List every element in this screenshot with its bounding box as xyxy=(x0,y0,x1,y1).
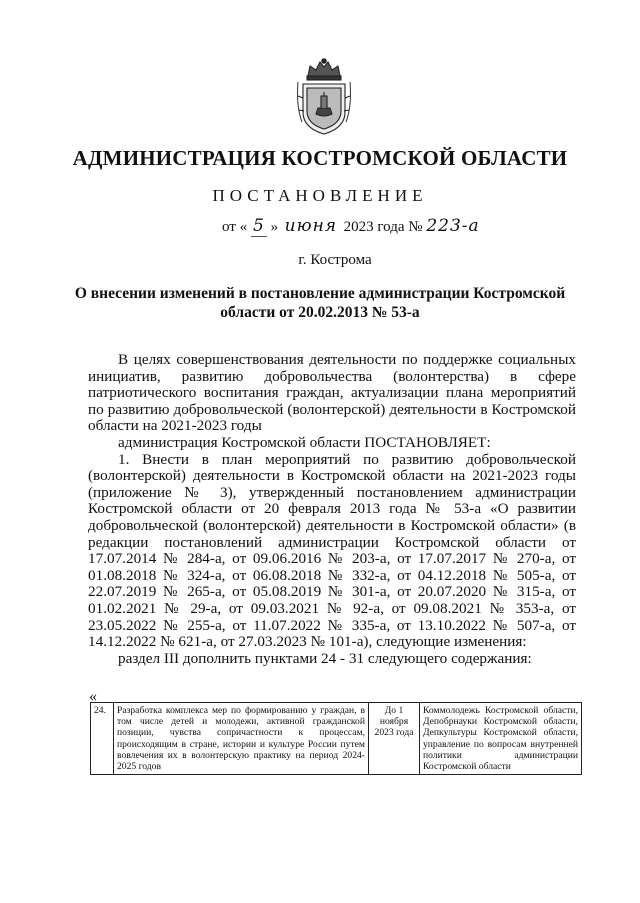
plan-table xyxy=(90,702,582,775)
document-body xyxy=(88,352,576,667)
table-row xyxy=(91,703,582,775)
section-paragraph: раздел III дополнить пунктами 24 - 31 следующего содержания: xyxy=(118,649,532,667)
row-action: Разработка комплекса мер по формированию у граждан, в том числе детей и молодежи, активной гражданской позиции, чувства сопричастности к процессам, происходящим в стране, истории и культуре России путем вовлечения их в волонтерскую практику на период 2024-2025 годов xyxy=(114,703,369,775)
date-month-handwritten: июня xyxy=(284,216,338,236)
row-responsible: Коммолодежь Костромской области, Депобрнауки Костромской области, Депкультуры Костромской области, управление по вопросам внутренней политики администрации Костромской области xyxy=(420,703,582,775)
organization-title: АДМИНИСТРАЦИЯ КОСТРОМСКОЙ ОБЛАСТИ xyxy=(72,146,568,170)
document-type: ПОСТАНОВЛЕНИЕ xyxy=(212,186,428,205)
coat-of-arms-emblem xyxy=(294,56,354,138)
city: г. Кострома xyxy=(298,252,372,268)
date-day-handwritten: 5 xyxy=(251,216,267,237)
subject-title: О внесении изменений в постановление администрации Костромской области от 20.02.2013 № 53-а xyxy=(74,285,566,321)
document-number-handwritten: 223-а xyxy=(426,216,480,236)
date-prefix: от « xyxy=(222,219,248,235)
item-1-paragraph: 1. Внести в план мероприятий по развитию добровольческой (волонтерской) деятельности в Костромской области на 2021-2023 годы (приложение № 3), утвержденный постановлением администрации Костромской области от 20 февраля 2013 года № 53-а «О развитии добровольческой (волонтерской) деятельности в Костромской области» (в редакции постановлений администрации Костромской области от 17.07.2014 № 284-а, от 09.06.2016 № 203-а, от 17.07.2017 № 270-а, от 01.08.2018 № 324-а, от 06.08.2018 № 332-а, от 04.12.2018 № 505-а, от 22.07.2019 № 265-а, от 05.08.2019 № 301-а, от 20.07.2020 № 315-а, от 01.02.2021 № 29-а, от 09.03.2021 № 92-а, от 09.08.2021 № 353-а, от 23.05.2022 № 255-а, от 11.07.2022 № 335-а, от 13.10.2022 № 507-а, от 14.12.2022 № 621-а, от 27.03.2023 № 101-а), следующие изменения: xyxy=(88,450,576,651)
date-year: 2023 года № xyxy=(343,219,423,235)
resolves-paragraph: администрация Костромской области ПОСТАНОВЛЯЕТ: xyxy=(118,433,491,451)
row-number: 24. xyxy=(91,703,114,775)
date-mid: » xyxy=(270,219,279,235)
row-term: До 1 ноября 2023 года xyxy=(369,703,420,775)
date-line xyxy=(222,216,506,237)
opening-quote: « xyxy=(89,688,97,705)
preamble-paragraph: В целях совершенствования деятельности по поддержке социальных инициатив, развитию добровольчества (волонтерства) в сфере патриотического воспитания граждан, актуализации плана мероприятий по развитию добровольческой (волонтерской) деятельности в Костромской области на 2021-2023 годы xyxy=(88,351,576,435)
